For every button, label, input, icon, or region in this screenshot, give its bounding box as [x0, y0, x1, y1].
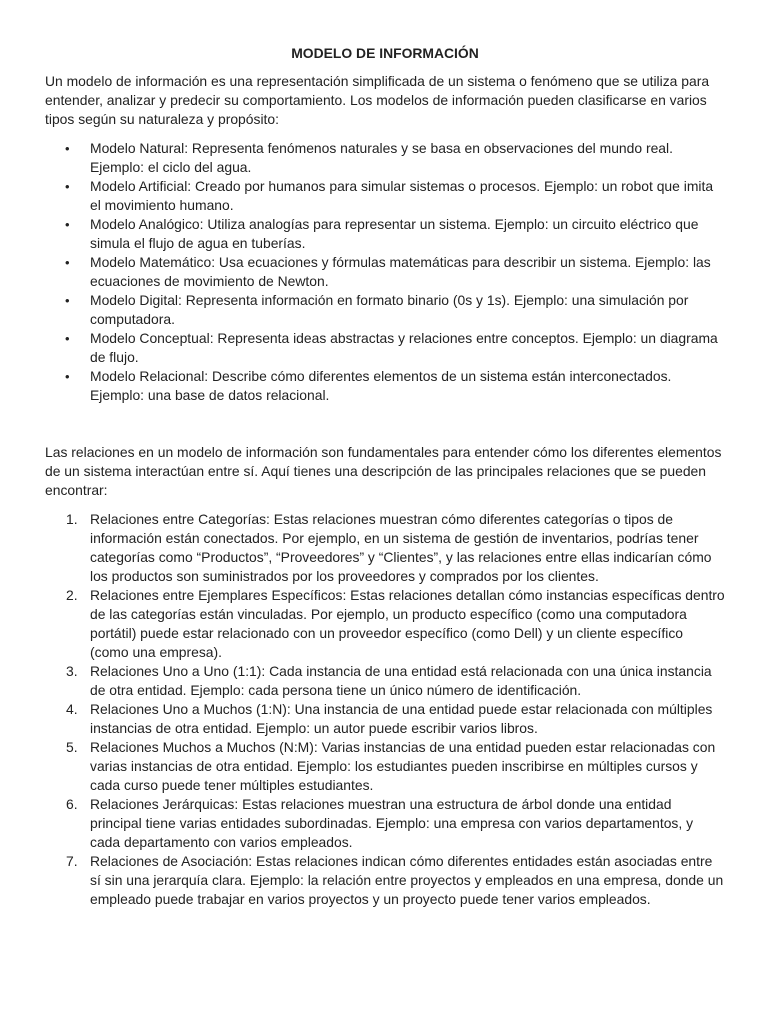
list-item: [45, 329, 725, 367]
relations-intro-paragraph: Las relaciones en un modelo de información son fundamentales para entender cómo los diferentes elementos de un sistema interactúan entre sí. Aquí tienes una descripción de las principales relaciones que se pueden encontrar:: [45, 444, 722, 498]
list-item: [45, 700, 725, 738]
list-number: 4.: [66, 701, 78, 717]
list-item-text: Relaciones Jerárquicas: Estas relaciones muestran una estructura de árbol donde una entidad principal tiene varias entidades subordinadas. Ejemplo: una empresa con varios departamentos, y cada departamento con varios empleados.: [90, 796, 694, 850]
list-item-text: Modelo Conceptual: Representa ideas abstractas y relaciones entre conceptos. Ejemplo: un diagrama de flujo.: [90, 330, 718, 365]
list-item: [45, 795, 725, 852]
list-item-text: Relaciones entre Categorías: Estas relaciones muestran cómo diferentes categorías o tipos de información están conectados. Por ejemplo, en un sistema de gestión de inventarios, podrías tener categorías como “Productos”, “Proveedores” y “Clientes”, y las relaciones entre ellas indicarían cómo los productos son suministrados por los proveedores y comprados por los clientes.: [90, 511, 712, 584]
list-number: 3.: [66, 663, 78, 679]
list-item-text: Modelo Relacional: Describe cómo diferentes elementos de un sistema están interconectados. Ejemplo: una base de datos relacional.: [90, 368, 672, 403]
list-item: [45, 177, 725, 215]
list-item: [45, 215, 725, 253]
model-types-list: [45, 139, 725, 405]
bullet-icon: •: [65, 369, 70, 384]
list-item: [45, 662, 725, 700]
bullet-icon: •: [65, 141, 70, 156]
list-item-text: Relaciones de Asociación: Estas relaciones indican cómo diferentes entidades están asociadas entre sí sin una jerarquía clara. Ejemplo: la relación entre proyectos y empleados en una empresa, donde un empleado puede trabajar en varios proyectos y un proyecto puede tener varios empleados.: [90, 853, 724, 907]
list-number: 2.: [66, 587, 78, 603]
bullet-icon: •: [65, 179, 70, 194]
list-item-text: Modelo Natural: Representa fenómenos naturales y se basa en observaciones del mundo real. Ejemplo: el ciclo del agua.: [90, 140, 673, 175]
list-item-text: Modelo Artificial: Creado por humanos para simular sistemas o procesos. Ejemplo: un robot que imita el movimiento humano.: [90, 178, 714, 213]
list-number: 6.: [66, 796, 78, 812]
document-title: MODELO DE INFORMACIÓN: [291, 45, 479, 61]
list-item-text: Relaciones Muchos a Muchos (N:M): Varias instancias de una entidad pueden estar relacionadas con varias instancias de otra entidad. Ejemplo: los estudiantes pueden inscribirse en múltiples cursos y cada curso puede tener múltiples estudiantes.: [90, 739, 716, 793]
relations-list: [45, 510, 725, 909]
list-item: [45, 586, 725, 662]
bullet-icon: •: [65, 331, 70, 346]
bullet-icon: •: [65, 255, 70, 270]
bullet-icon: •: [65, 217, 70, 232]
list-item-text: Modelo Analógico: Utiliza analogías para representar un sistema. Ejemplo: un circuito eléctrico que simula el flujo de agua en tuberías.: [90, 216, 699, 251]
list-item-text: Modelo Digital: Representa información en formato binario (0s y 1s). Ejemplo: una simulación por computadora.: [90, 292, 689, 327]
list-item-text: Relaciones Uno a Uno (1:1): Cada instancia de una entidad está relacionada con una única instancia de otra entidad. Ejemplo: cada persona tiene un único número de identificación.: [90, 663, 712, 698]
bullet-icon: •: [65, 293, 70, 308]
list-item: [45, 738, 725, 795]
list-item: [45, 510, 725, 586]
list-item: [45, 253, 725, 291]
document-page: [45, 44, 725, 909]
list-item-text: Modelo Matemático: Usa ecuaciones y fórmulas matemáticas para describir un sistema. Ejemplo: las ecuaciones de movimiento de Newton.: [90, 254, 711, 289]
list-item: [45, 139, 725, 177]
list-item: [45, 852, 725, 909]
list-item-text: Relaciones entre Ejemplares Específicos: Estas relaciones detallan cómo instancias específicas dentro de las categorías están vinculadas. Por ejemplo, un producto específico (como una computadora portátil) puede estar relacionado con un proveedor específico (como Dell) y un cliente específico (como una empresa).: [90, 587, 725, 660]
list-number: 5.: [66, 739, 78, 755]
intro-paragraph: Un modelo de información es una representación simplificada de un sistema o fenómeno que se utiliza para entender, analizar y predecir su comportamiento. Los modelos de información pueden clasificarse en varios tipos según su naturaleza y propósito:: [45, 73, 710, 127]
list-number: 7.: [66, 853, 78, 869]
list-item: [45, 367, 725, 405]
list-item: [45, 291, 725, 329]
list-number: 1.: [66, 511, 78, 527]
list-item-text: Relaciones Uno a Muchos (1:N): Una instancia de una entidad puede estar relacionada con múltiples instancias de otra entidad. Ejemplo: un autor puede escribir varios libros.: [90, 701, 713, 736]
